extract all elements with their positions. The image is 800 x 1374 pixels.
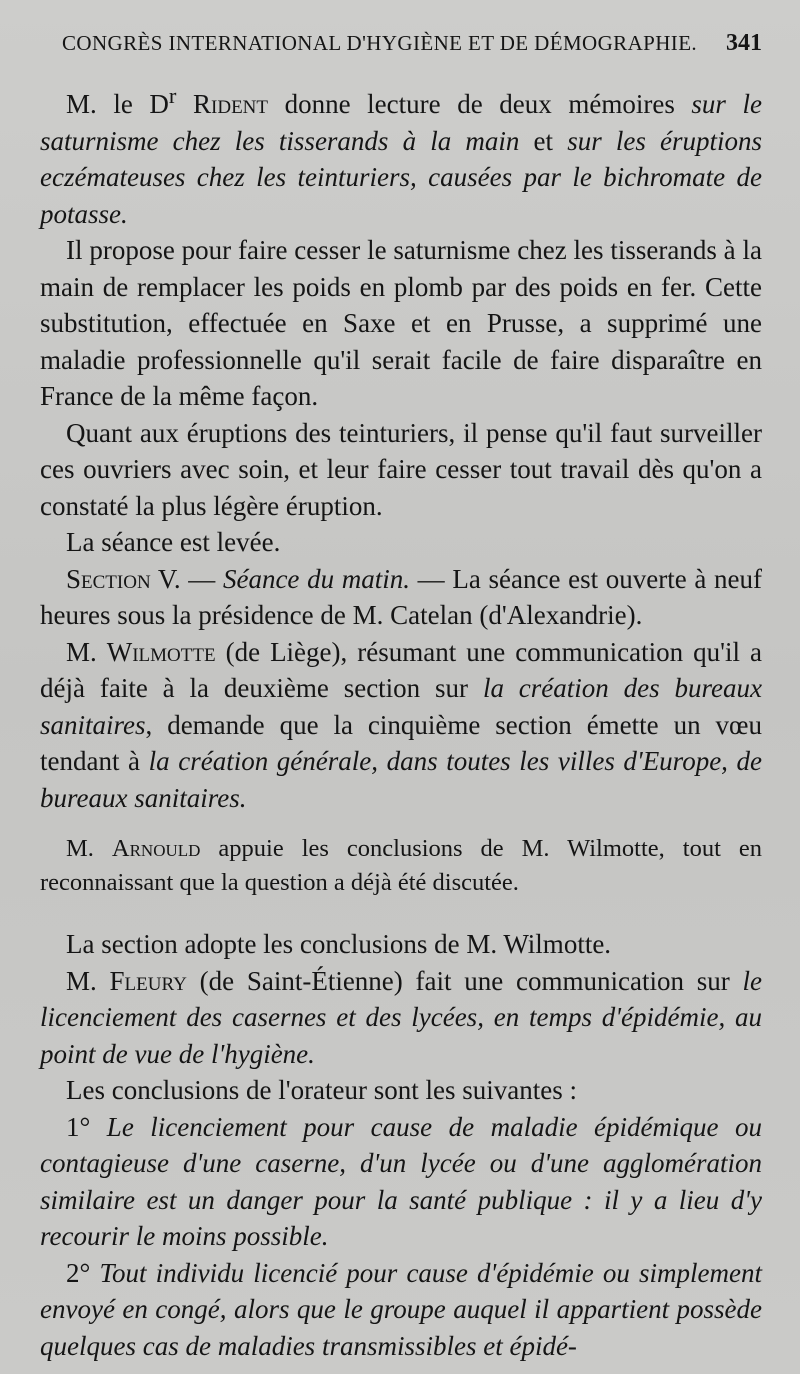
paragraph-fleury [40, 963, 762, 1073]
section-dash-1: — [180, 563, 223, 594]
paragraph-eruptions: Quant aux éruptions des teinturiers, il pense qu'il faut surveiller ces ouvriers avec soin, et leur faire cesser tout travail dès qu'on a constaté la plus légère éruption. [40, 417, 762, 521]
paragraph-conclusion-1 [40, 1109, 762, 1255]
running-head: CONGRÈS INTERNATIONAL D'HYGIÈNE ET DE DÉMOGRAPHIE. [62, 31, 698, 55]
speaker-fleury: Fleury [109, 965, 187, 996]
speaker-arnould: Arnould [111, 835, 201, 862]
conclusion-2-number: 2° [66, 1257, 91, 1288]
arnould-text: appuie les conclusions de M. Wilmotte, tout en reconnaissant que la question a déjà été discutée. [40, 835, 762, 896]
rident-space [176, 89, 193, 119]
rident-text-2: et [519, 125, 568, 156]
wilmotte-topic-2: la création générale, dans toutes les villes d'Europe, de bureaux sanitaires. [40, 746, 762, 813]
rident-title-suffix: r [168, 83, 177, 108]
paragraph-proposal: Il propose pour faire cesser le saturnisme chez les tisserands à la main de remplacer les poids en plomb par des poids en fer. Cette substitution, effectuée en Saxe et en Prusse, a supprimé une maladie professionnelle qu'il serait facile de faire disparaître en France de la même façon. [40, 235, 762, 411]
session-title: Séance du matin. [222, 563, 411, 594]
wilmotte-text-2: , demande que la cinquième section émette un vœu tendant à [40, 709, 762, 776]
conclusion-1-space [90, 1112, 106, 1142]
rident-text-1: donne lecture de deux mémoires [268, 89, 692, 119]
speaker-rident: Rident [193, 89, 269, 119]
conclusion-1-number: 1° [66, 1111, 91, 1142]
conclusion-2-text: Tout individu licencié pour cause d'épidémie ou simplement envoyé en congé, alors que le groupe auquel il appartient possède quelques cas de maladies transmissibles et épidé- [40, 1257, 763, 1361]
paragraph-wilmotte [40, 634, 762, 817]
fleury-prefix: M. [66, 965, 110, 996]
wilmotte-topic-1: la création des bureaux sanitaires [40, 673, 762, 740]
section-heading: Section V. [66, 563, 181, 594]
page-header [40, 30, 762, 74]
rident-topic-1: sur le saturnisme chez les tisserands à la main [40, 89, 763, 156]
section-opening-text: — La séance est ouverte à neuf heures sous la présidence de M. Catelan (d'Alexandrie). [40, 563, 763, 630]
paragraph-rident [40, 78, 762, 232]
paragraph-conclusions-intro: Les conclusions de l'orateur sont les suivantes : [66, 1075, 578, 1105]
conclusion-1-text: Le licenciement pour cause de maladie épidémique ou contagieuse d'une caserne, d'un lycée ou d'une agglomération similaire est un danger pour la santé publique : il y a lieu d'y recourir le moins possible. [40, 1111, 762, 1251]
rident-title: M. le D [66, 89, 169, 119]
arnould-prefix: M. [66, 835, 112, 862]
rident-topic-2: sur les éruptions eczémateuses chez les teinturiers, causées par le bichromate de potasse. [40, 125, 762, 229]
fleury-topic: le licenciement des casernes et des lycées, en temps d'épidémie, au point de vue de l'hygiène. [40, 965, 763, 1069]
paragraph-arnould [40, 832, 762, 900]
paragraph-adoption: La section adopte les conclusions de M. Wilmotte. [66, 929, 612, 959]
page-number: 341 [726, 30, 762, 56]
paragraph-conclusion-2 [40, 1255, 762, 1365]
paragraph-seance-levee: La séance est levée. [66, 527, 281, 557]
wilmotte-text-1: (de Liège), résumant une communication qu'il a déjà faite à la deuxième section sur [40, 636, 762, 703]
paragraph-section-v [40, 561, 762, 634]
speaker-wilmotte: Wilmotte [106, 636, 216, 667]
body-text [40, 78, 762, 1364]
wilmotte-prefix: M. [66, 636, 107, 667]
fleury-text: (de Saint-Étienne) fait une communication sur [186, 965, 743, 996]
